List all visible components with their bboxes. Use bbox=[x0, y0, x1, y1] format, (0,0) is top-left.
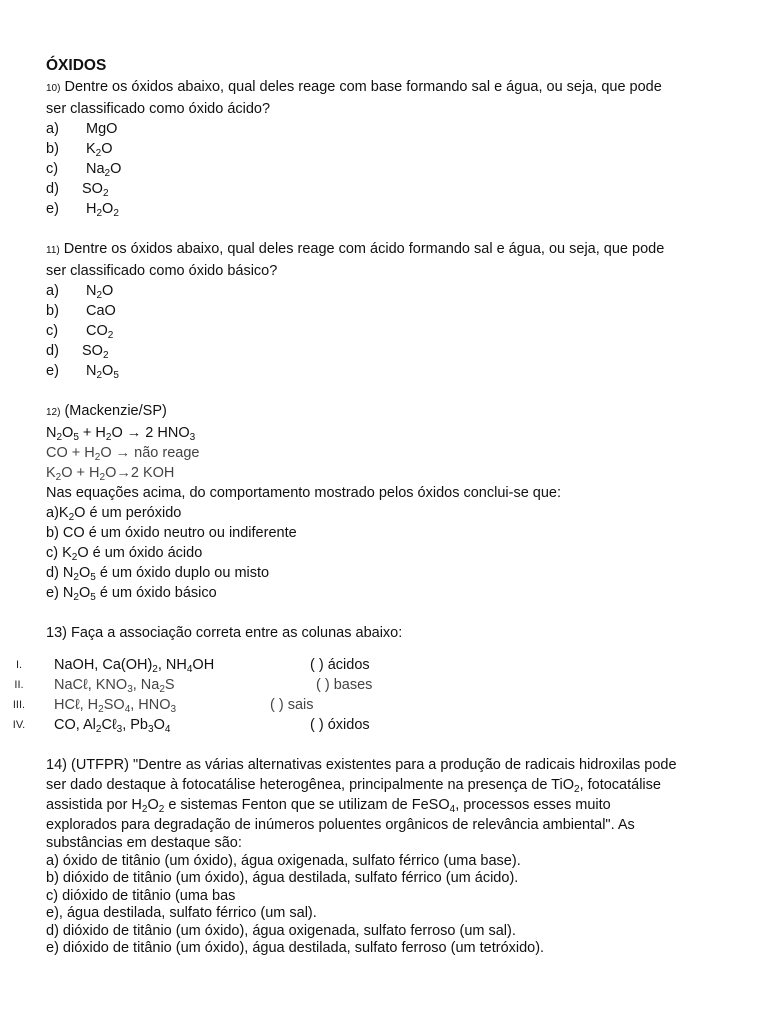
roman-numeral: II. bbox=[14, 679, 24, 691]
question-10 bbox=[46, 77, 736, 219]
question-14-stem-line-3: assistida por $H_2O_2$ e sistemas Fenton que se utilizam de FeSO$_4$, processos esses muito bbox=[46, 797, 611, 815]
question-14-stem-line-2: ser dado destaque à fotocatálise heterogênea, principalmente na presença de TiO$_2$, fotocatálise bbox=[46, 777, 661, 795]
question-number: 10) bbox=[46, 83, 61, 94]
association-row-1 bbox=[15, 655, 736, 675]
option-d: d) dióxido de titânio (um óxido), água oxigenada, sulfato ferroso (um sal). bbox=[46, 922, 516, 939]
association-row-2 bbox=[14, 675, 736, 695]
option-c-continued: e), água destilada, sulfato férrico (um sal). bbox=[46, 905, 317, 921]
option-b: b) CaO bbox=[46, 303, 116, 319]
option-b: b) $K_2O$ bbox=[46, 141, 113, 159]
option-e: e) dióxido de titânio (um óxido), água destilada, sulfato ferroso (um tetróxido). bbox=[46, 940, 545, 956]
column-right-item: ( ) ácidos bbox=[310, 657, 370, 673]
roman-numeral: III. bbox=[12, 699, 26, 711]
question-14-stem-line-1: 14) (UTFPR) "Dentre as várias alternativas existentes para a produção de radicais hidroxilas pode bbox=[46, 757, 677, 773]
association-row-4 bbox=[12, 715, 736, 735]
question-13-stem: 13) Faça a associação correta entre as colunas abaixo: bbox=[46, 625, 403, 641]
question-10-options bbox=[46, 119, 736, 219]
option-d: d) $N_2O_5$ é um óxido duplo ou misto bbox=[46, 565, 270, 583]
option-c: c) $Na_2O$ bbox=[46, 161, 122, 179]
option-c: c) $CO_2$ bbox=[46, 323, 114, 341]
option-e: e) $H_2O_2$ bbox=[46, 201, 119, 219]
option-e: e) $N_2O_5$ é um óxido básico bbox=[46, 585, 217, 603]
option-d: d) $SO_2$ bbox=[46, 181, 109, 199]
option-b: b) CO é um óxido neutro ou indiferente bbox=[46, 525, 297, 541]
option-d: d) $SO_2$ bbox=[46, 343, 109, 361]
question-11-options bbox=[46, 281, 736, 381]
column-right-item: ( ) óxidos bbox=[310, 717, 370, 733]
option-c: c) $K_2O$ é um óxido ácido bbox=[46, 545, 203, 563]
column-right-item: ( ) bases bbox=[316, 677, 373, 693]
question-10-stem-line-2: ser classificado como óxido ácido? bbox=[46, 101, 271, 117]
column-left-item: HCℓ, $H_2SO_4$, $HNO_3$ bbox=[54, 697, 177, 715]
option-c: c) dióxido de titânio (uma bas bbox=[46, 887, 236, 904]
equation-2: CO + $H_2O$ → não reage bbox=[46, 445, 200, 463]
document-page bbox=[12, 56, 736, 958]
roman-numeral: I. bbox=[15, 659, 23, 671]
question-11 bbox=[46, 239, 736, 381]
question-10-stem-line-1: 10) Dentre os óxidos abaixo, qual deles reage com base formando sal e água, ou seja, que pode bbox=[46, 79, 662, 95]
column-left-item: CO, $Al_2C\ell_3$, $Pb_3O_4$ bbox=[54, 717, 171, 735]
column-left-item: NaOH, $Ca(OH)_2$, $NH_4OH$ bbox=[54, 657, 215, 675]
question-14 bbox=[46, 755, 736, 958]
question-number: 12) bbox=[46, 407, 61, 418]
equation-1: $N_2O_5 + H_2O \to 2$ $HNO_3$ bbox=[46, 425, 196, 443]
question-14-stem-line-5: substâncias em destaque são: bbox=[46, 835, 242, 851]
page-title: ÓXIDOS bbox=[46, 57, 107, 74]
question-11-stem-line-2: ser classificado como óxido básico? bbox=[46, 263, 278, 279]
question-14-stem-line-4: explorados para degradação de inúmeros poluentes orgânicos de relevância ambiental". As bbox=[46, 817, 635, 833]
question-12-header: 12) (Mackenzie/SP) bbox=[46, 403, 167, 419]
association-row-3 bbox=[12, 695, 736, 715]
option-a: $a)K_2O$ é um peróxido bbox=[46, 505, 182, 523]
option-b: b) dióxido de titânio (um óxido), água destilada, sulfato férrico (um ácido). bbox=[46, 870, 519, 886]
question-12 bbox=[46, 401, 736, 603]
equation-3: $K_2O + H_2O\to 2$ KOH bbox=[46, 465, 175, 483]
option-a: a) óxido de titânio (um óxido), água oxigenada, sulfato férrico (uma base). bbox=[46, 852, 521, 869]
question-number: 11) bbox=[46, 245, 60, 256]
question-13 bbox=[12, 623, 736, 735]
question-12-stem: Nas equações acima, do comportamento mostrado pelos óxidos conclui-se que: bbox=[46, 485, 562, 501]
option-e: e) $N_2O_5$ bbox=[46, 363, 119, 381]
option-a: a) MgO bbox=[46, 121, 118, 137]
column-right-item: ( ) sais bbox=[270, 697, 314, 713]
question-11-stem-line-1: 11) Dentre os óxidos abaixo, qual deles reage com ácido formando sal e água, ou seja, que pode bbox=[46, 241, 665, 257]
option-a: a) $N_2O$ bbox=[46, 283, 114, 301]
column-left-item: NaCℓ, $KNO_3$, $Na_2S$ bbox=[54, 677, 175, 695]
roman-numeral: IV. bbox=[12, 719, 26, 731]
